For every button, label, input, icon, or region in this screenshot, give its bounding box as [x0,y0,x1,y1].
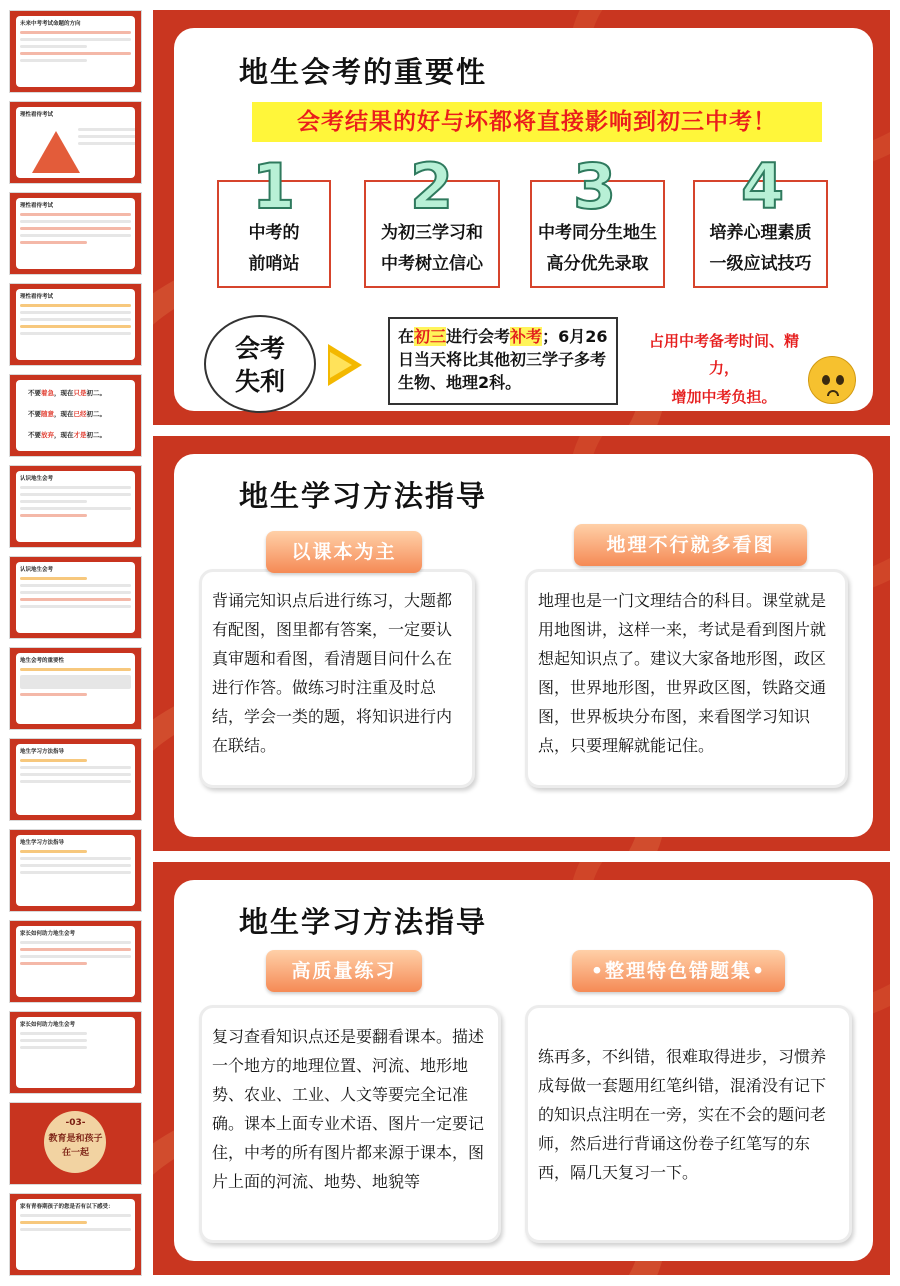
thumbnail-card [16,1017,135,1088]
thumbnail-line [20,514,87,517]
thumbnail-text-line [28,388,131,399]
slide-title: 地生会考的重要性 [239,55,488,89]
thumbnail-card [16,744,135,815]
thumbnail-line [20,311,131,314]
text-part: 初二。 [86,389,106,397]
thumbnail-title: 家长如何助力地生会考 [20,931,76,937]
point-text-2: 为初三学习和 中考树立信心 [381,223,483,274]
point-text-4: 培养心理素质 一级应试技巧 [709,223,812,274]
thumbnail-line [20,668,131,671]
point-text-1: 中考的 前哨站 [248,223,300,274]
thumbnail-line [20,948,131,951]
method-label-error-book: •整理特色错题集• [572,950,785,992]
thumbnail-line [20,766,131,769]
thumbnail-line [20,871,131,874]
thumbnail-line [20,675,131,689]
point-number-2: 2 [410,150,454,223]
note-highlight: 补考 [510,327,543,346]
slide-study-methods-1[interactable] [153,436,890,851]
method-text-maps: 地理也是一门文理结合的科目。课堂就是用地图讲，这样一来，考试是看到图片就想起知识点了。建议大家备地形图，政区图，世界地形图，世界政区图，铁路交通图，世界板块分布图，来看图学习知识点，只要理解就能记住。 [525,569,848,788]
slide-study-methods-2[interactable] [153,862,890,1275]
text-part: ，现在 [54,410,74,418]
slide-thumbnail-5[interactable] [9,374,142,457]
slide-thumbnail-3[interactable] [9,192,142,275]
thumbnail-card [16,198,135,269]
thumbnail-line [20,773,131,776]
thumbnail-title: 理性看待考试 [20,294,54,300]
thumbnail-line [20,605,131,608]
thumbnail-line [20,304,131,307]
thumbnail-line [20,1039,87,1042]
text-highlight: 只是 [73,389,87,397]
slide-thumbnail-14[interactable] [9,1193,142,1276]
thumbnail-line [20,1221,87,1224]
note-highlight: 初三 [414,327,447,346]
thumbnail-line [20,598,131,601]
thumbnail-line [78,142,135,145]
thumbnail-card [16,380,135,451]
note-text: 在 [398,327,415,346]
thumbnail-line [20,486,131,489]
thumbnail-line [20,962,87,965]
thumbnail-line [20,864,131,867]
slide-thumbnail-11[interactable] [9,920,142,1003]
slide-thumbnail-7[interactable] [9,556,142,639]
thumbnail-title: 地生学习方法指导 [20,840,65,846]
pyramid-graphic [32,131,80,173]
text-highlight: 随意 [41,410,54,418]
text-part: ，现在 [54,431,74,439]
text-highlight: 才是 [73,431,87,439]
thumbnail-card [16,107,135,178]
text-highlight: 放弃 [41,431,54,439]
slide-title: 地生学习方法指导 [239,479,488,513]
thumbnail-card [16,562,135,633]
text-part: 不要 [28,410,41,418]
thumbnail-line [20,325,131,328]
text-part: ，现在 [54,389,74,397]
slide-thumbnail-10[interactable] [9,829,142,912]
method-text-error-book: 练再多，不纠错，很难取得进步，习惯养成每做一套题用红笔纠错，混淆没有记下的知识点注明在一旁，实在不会的题问老师，然后进行背诵这份卷子红笔写的东西，隔几天复习一下。 [525,1005,852,1243]
slide-card [174,454,873,837]
thumbnail-line [20,577,87,580]
emoji-eye [836,375,844,385]
thumbnail-line [20,213,131,216]
thumbnail-line [20,220,131,223]
thumbnail-line [20,780,131,783]
warning-line-2: 增加中考负担。 [671,388,777,406]
thumbnail-line [78,128,135,131]
thumbnail-title: 认识地生会考 [20,476,54,482]
method-label-textbook: 以课本为主 [266,531,422,573]
slide-thumbnail-6[interactable] [9,465,142,548]
thumbnail-card [16,835,135,906]
burden-warning [644,328,804,411]
thumbnail-line [20,241,87,244]
method-text-textbook: 背诵完知识点后进行练习，大题都有配图，图里都有答案，一定要认真审题和看图，看清题目问什么在进行作答。做练习时注重及时总结，学会一类的题，将知识进行内在联结。 [199,569,475,788]
text-part: 不要 [28,431,41,439]
point-text-3: 中考同分生地生 高分优先录取 [538,223,657,274]
thumbnail-title: 家有青春期孩子的您是否有以下感受： [20,1204,114,1210]
arrow-inner [330,352,352,378]
thumbnail-text-line [28,430,131,441]
point-number-3: 3 [573,150,617,223]
text-highlight: 着急 [41,389,54,397]
thumbnail-line [20,591,131,594]
note-text: ；6月26日当天将比其他初三学子多考生物、地理2科。 [398,327,608,392]
text-part: 初二。 [86,410,106,418]
slide-subtitle: 会考结果的好与坏都将直接影响到初三中考！ [252,102,822,142]
thumbnail-title: 理性看待考试 [20,112,54,118]
thumbnail-card [16,653,135,724]
thumbnail-title: 理性看待考试 [20,203,54,209]
worried-face-icon [808,356,856,404]
slide-card [174,28,873,411]
thumbnail-line [20,227,131,230]
thumbnail-line [20,52,131,55]
thumbnail-line [20,31,131,34]
thumbnail-title: 未来中考考试命题的方向 [20,21,81,27]
thumbnail-text-line [28,409,131,420]
thumbnail-line [20,1228,131,1231]
thumbnail-line [20,332,131,335]
thumbnail-line [20,850,87,853]
thumbnail-line [20,45,87,48]
section-title-line1: 教育是和孩子 [48,1134,103,1144]
thumbnail-title: 地生学习方法指导 [20,749,65,755]
thumbnail-card [16,16,135,87]
point-number-1: 1 [252,150,296,223]
slide-thumbnail-9[interactable] [9,738,142,821]
section-number: -03- [65,1118,86,1128]
slide-thumbnail-2[interactable] [9,101,142,184]
thumbnail-card [16,471,135,542]
makeup-exam-note [388,317,618,405]
thumbnail-line [20,693,87,696]
thumbnail-line [20,857,131,860]
thumbnail-line [20,584,131,587]
thumbnail-line [20,955,131,958]
note-text: 进行会考 [446,327,511,346]
thumbnail-line [20,500,87,503]
method-text-practice: 复习查看知识点还是要翻看课本。描述一个地方的地理位置、河流、地形地势、农业、工业、人文等要完全记准确。课本上面专业术语、图片一定要记住，中考的所有图片都来源于课本，图片上面的河流、地势、地貌等 [199,1005,501,1243]
slide-thumbnail-1[interactable] [9,10,142,93]
text-part: 初二。 [86,431,106,439]
thumbnail-line [20,38,131,41]
point-number-4: 4 [741,150,785,223]
text-part: 不要 [28,389,41,397]
thumbnail-line [20,759,87,762]
thumbnail-line [20,1032,87,1035]
thumbnail-card [16,1199,135,1270]
slide-thumbnail-13[interactable] [9,1102,142,1185]
thumbnail-line [20,59,87,62]
failure-oval: 会考 失利 [204,315,316,413]
thumbnail-title: 家长如何助力地生会考 [20,1022,76,1028]
thumbnail-line [78,135,135,138]
thumbnail-line [20,941,131,944]
thumbnail-line [20,1214,131,1217]
thumbnail-line [20,318,131,321]
section-title-line2: 在一起 [61,1148,89,1158]
slide-card [174,880,873,1261]
thumbnail-line [20,234,131,237]
slide-title: 地生学习方法指导 [239,905,488,939]
thumbnail-title: 地生会考的重要性 [20,658,65,664]
slide-thumbnail-4[interactable] [9,283,142,366]
slide-importance[interactable] [153,10,890,425]
slide-thumbnail-8[interactable] [9,647,142,730]
slide-thumbnail-panel[interactable] [0,0,150,1286]
thumbnail-line [20,493,131,496]
thumbnail-title: 认识地生会考 [20,567,54,573]
thumbnail-card [16,926,135,997]
warning-line-1: 占用中考备考时间、精力， [648,332,799,377]
emoji-eye [822,375,830,385]
emoji-mouth [827,390,839,396]
slide-thumbnail-12[interactable] [9,1011,142,1094]
method-label-maps: 地理不行就多看图 [574,524,807,566]
thumbnail-line [20,507,131,510]
text-highlight: 已经 [73,410,87,418]
method-label-practice: 高质量练习 [266,950,422,992]
thumbnail-card [16,289,135,360]
thumbnail-line [20,1046,87,1049]
